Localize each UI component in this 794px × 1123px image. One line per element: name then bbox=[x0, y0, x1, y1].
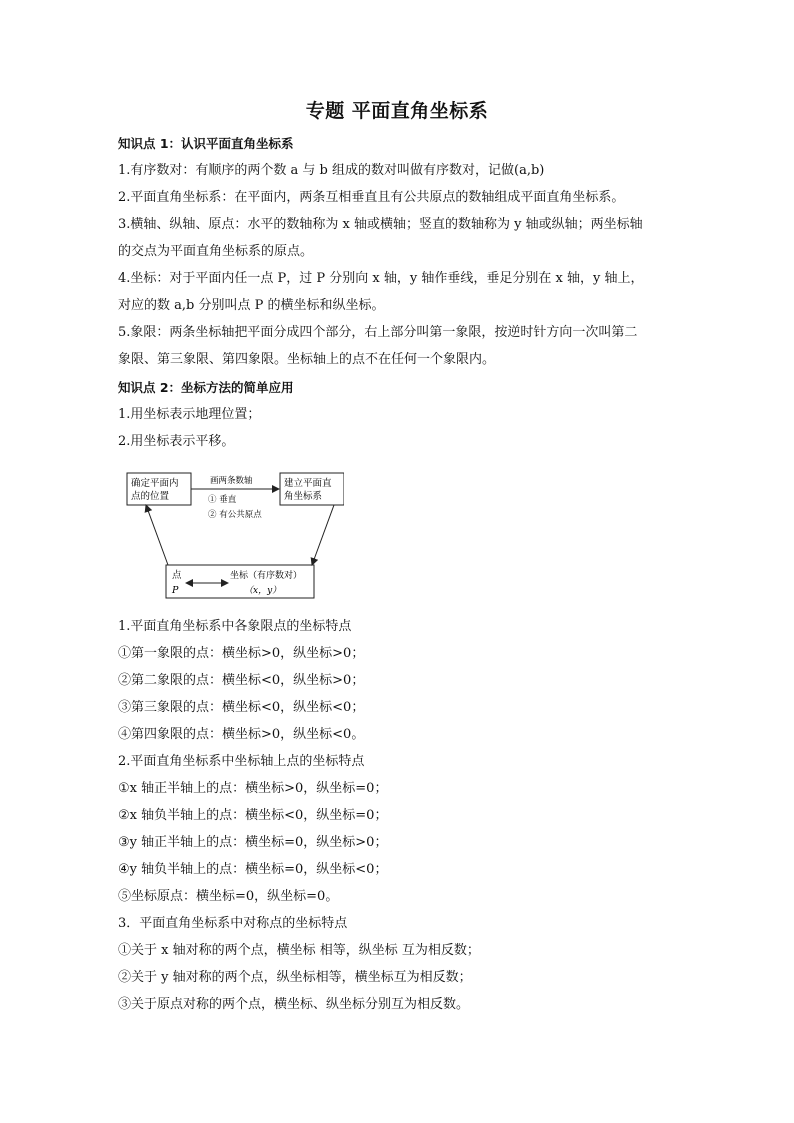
text-line: 3.横轴、纵轴、原点：水平的数轴称为 x 轴或横轴；竖直的数轴称为 y 轴或纵轴；两坐标轴 bbox=[118, 217, 643, 232]
text-line: 1.用坐标表示地理位置； bbox=[118, 407, 261, 422]
box-point-coord bbox=[166, 565, 314, 598]
arrow-down-right bbox=[312, 505, 334, 565]
bottom-xy: （x，y） bbox=[244, 586, 282, 596]
text-line: ③第三象限的点：横坐标<0，纵坐标<0； bbox=[118, 700, 365, 715]
arrow-up-left bbox=[146, 505, 168, 565]
box-right-line2: 角坐标系 bbox=[284, 491, 323, 502]
text-line: ②x 轴负半轴上的点：横坐标<0，纵坐标=0； bbox=[118, 808, 388, 823]
condition-1: ① 垂直 bbox=[208, 495, 237, 505]
coordinate-flow-diagram bbox=[124, 466, 344, 606]
box-left-line2: 点的位置 bbox=[131, 491, 170, 502]
section-heading-2: 知识点 2：坐标方法的简单应用 bbox=[118, 380, 294, 395]
text-line: 2.平面直角坐标系中坐标轴上点的坐标特点 bbox=[118, 754, 365, 769]
text-line: 的交点为平面直角坐标系的原点。 bbox=[118, 244, 314, 259]
text-line: 5.象限：两条坐标轴把平面分成四个部分，右上部分叫第一象限，按逆时针方向一次叫第二 bbox=[118, 325, 638, 340]
page-title: 专题 平面直角坐标系 bbox=[305, 100, 489, 122]
text-line: 2.用坐标表示平移。 bbox=[118, 434, 235, 449]
text-line: ③y 轴正半轴上的点：横坐标=0，纵坐标>0； bbox=[118, 835, 388, 850]
section-heading-1: 知识点 1：认识平面直角坐标系 bbox=[118, 136, 294, 151]
text-line: ④第四象限的点：横坐标>0，纵坐标<0。 bbox=[118, 727, 365, 742]
text-line: 2.平面直角坐标系：在平面内，两条互相垂直且有公共原点的数轴组成平面直角坐标系。 bbox=[118, 190, 625, 205]
bottom-coord: 坐标（有序数对） bbox=[230, 571, 303, 581]
text-line: 3．平面直角坐标系中对称点的坐标特点 bbox=[118, 916, 348, 931]
text-line: ①第一象限的点：横坐标>0，纵坐标>0； bbox=[118, 646, 365, 661]
text-line: ③关于原点对称的两个点，横坐标、纵坐标分别互为相反数。 bbox=[118, 997, 470, 1012]
text-line: ②第二象限的点：横坐标<0，纵坐标>0； bbox=[118, 673, 365, 688]
bottom-P: P bbox=[172, 585, 179, 596]
arrow-label: 画两条数轴 bbox=[210, 476, 253, 486]
text-line: ①关于 x 轴对称的两个点，横坐标 相等，纵坐标 互为相反数； bbox=[118, 943, 480, 958]
text-line: 4.坐标：对于平面内任一点 P，过 P 分别向 x 轴，y 轴作垂线，垂足分别在 x 轴，y 轴上， bbox=[118, 271, 644, 286]
text-line: ⑤坐标原点：横坐标=0，纵坐标=0。 bbox=[118, 889, 339, 904]
text-line: 1.平面直角坐标系中各象限点的坐标特点 bbox=[118, 619, 352, 634]
text-line: ②关于 y 轴对称的两个点，纵坐标相等，横坐标互为相反数； bbox=[118, 970, 472, 985]
text-line: ①x 轴正半轴上的点：横坐标>0，纵坐标=0； bbox=[118, 781, 388, 796]
text-line: 对应的数 a,b 分别叫点 P 的横坐标和纵坐标。 bbox=[118, 298, 385, 313]
text-line: ④y 轴负半轴上的点：横坐标=0，纵坐标<0； bbox=[118, 862, 388, 877]
box-right-line1: 建立平面直 bbox=[284, 478, 332, 489]
text-line: 象限、第三象限、第四象限。坐标轴上的点不在任何一个象限内。 bbox=[118, 352, 496, 367]
condition-2: ② 有公共原点 bbox=[208, 510, 262, 520]
box-left-line1: 确定平面内 bbox=[131, 478, 179, 489]
bottom-point: 点 bbox=[172, 570, 182, 581]
text-line: 1.有序数对：有顺序的两个数 a 与 b 组成的数对叫做有序数对，记做(a,b) bbox=[118, 163, 545, 178]
